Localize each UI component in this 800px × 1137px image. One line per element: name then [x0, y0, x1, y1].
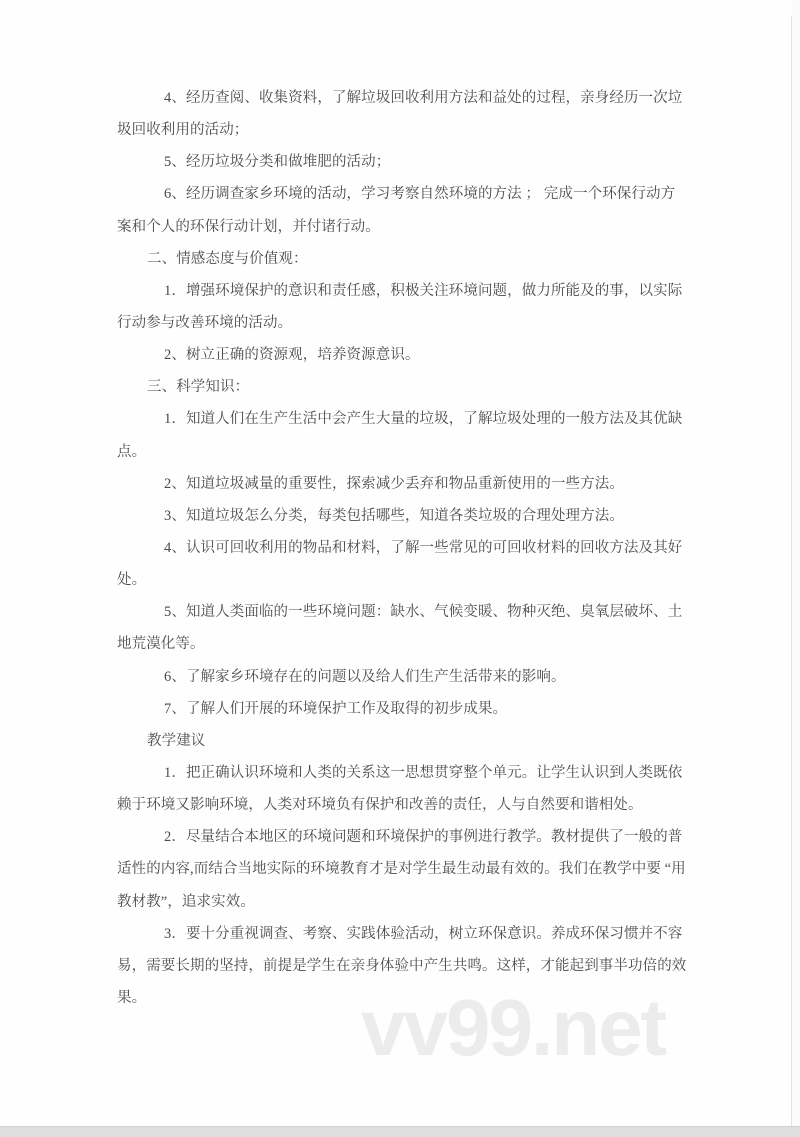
text-line: 果。	[117, 989, 147, 1006]
text-line: 点。	[117, 443, 147, 460]
text-line: 行动参与改善环境的活动。	[117, 314, 293, 331]
text-line: 适性的内容,而结合当地实际的环境教育才是对学生最生动最有效的。我们在教学中要 “用	[117, 861, 686, 878]
text-line: 2、树立正确的资源观，培养资源意识。	[164, 347, 420, 364]
text-line: 二、情感态度与价值观：	[147, 250, 308, 267]
page-bottom-edge	[0, 1126, 800, 1137]
text-line: 2．尽量结合本地区的环境问题和环境保护的事例进行教学。教材提供了一般的普	[164, 829, 683, 846]
text-line: 1．把正确认识环境和人类的关系这一思想贯穿整个单元。让学生认识到人类既依	[164, 764, 683, 781]
text-line: 6、了解家乡环境存在的问题以及给人们生产生活带来的影响。	[164, 668, 566, 685]
text-line: 7、了解人们开展的环境保护工作及取得的初步成果。	[164, 700, 508, 717]
text-line: 易，需要长期的坚持，前提是学生在亲身体验中产生共鸣。这样，才能起到事半功倍的效	[117, 957, 687, 974]
text-line: 三、科学知识：	[147, 379, 250, 396]
document-body	[117, 82, 707, 1014]
text-line: 地荒漠化等。	[117, 636, 205, 653]
page-right-margin	[792, 0, 800, 1127]
text-line: 5、知道人类面临的一些环境问题：缺水、气候变暖、物种灭绝、臭氧层破坏、土	[164, 604, 683, 621]
text-line: 赖于环境又影响环境，人类对环境负有保护和改善的责任，人与自然要和谐相处。	[117, 797, 643, 814]
text-line: 3．要十分重视调查、考察、实践体验活动，树立环保意识。养成环保习惯并不容	[164, 925, 683, 942]
text-line: 6、经历调查家乡环境的活动，学习考察自然环境的方法 ； 完成一个环保行动方	[164, 186, 676, 203]
text-line: 处。	[117, 572, 147, 589]
text-line: 教学建议	[147, 732, 206, 749]
text-line: 4、认识可回收利用的物品和材料，了解一些常见的可回收材料的回收方法及其好	[164, 539, 683, 556]
text-line: 案和个人的环保行动计划，并付诸行动。	[117, 218, 380, 235]
text-line: 教材教”，追求实效。	[117, 893, 255, 910]
text-line: 圾回收利用的活动；	[117, 122, 249, 139]
text-line: 3、知道垃圾怎么分类，每类包括哪些，知道各类垃圾的合理处理方法。	[164, 507, 624, 524]
text-line: 4、经历查阅、收集资料，了解垃圾回收利用方法和益处的过程，亲身经历一次垃	[164, 90, 683, 106]
watermark: vv99.net	[361, 983, 666, 1072]
text-line: 5、经历垃圾分类和做堆肥的活动；	[164, 154, 391, 171]
page-edge-line	[791, 16, 792, 1127]
text-line: 2、知道垃圾减量的重要性，探索减少丢弃和物品重新使用的一些方法。	[164, 475, 624, 492]
text-line: 1．知道人们在生产生活中会产生大量的垃圾，了解垃圾处理的一般方法及其优缺	[164, 411, 683, 428]
text-line: 1．增强环境保护的意识和责任感，积极关注环境问题，做力所能及的事，以实际	[164, 282, 683, 299]
